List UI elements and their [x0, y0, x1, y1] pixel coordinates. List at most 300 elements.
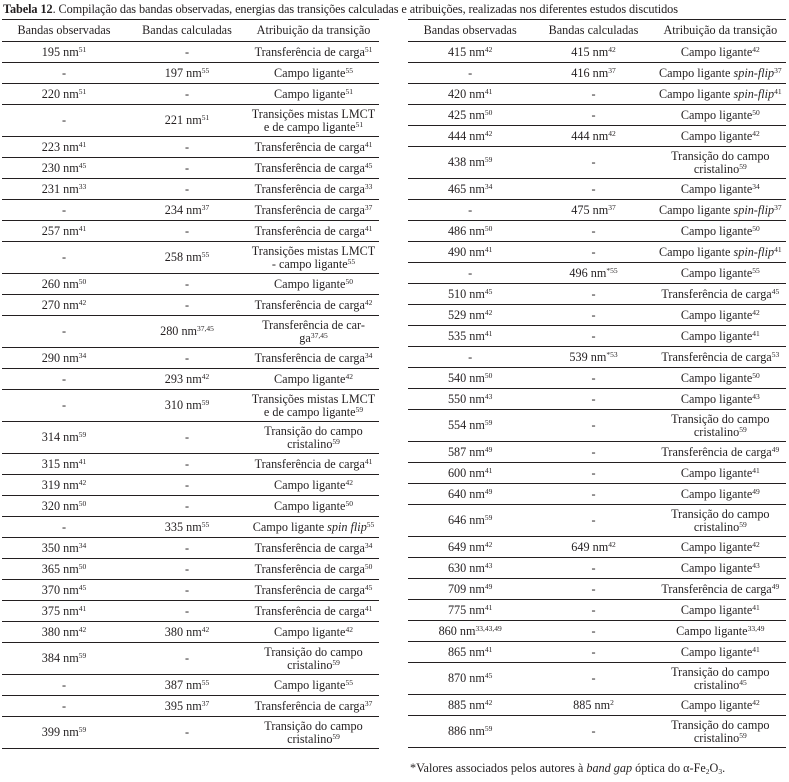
transition-assignment-reference: 37,45 [310, 330, 328, 340]
table-row [2, 496, 379, 517]
calculated-band-cell [532, 284, 654, 305]
transition-assignment-text: Transferência de carga [254, 297, 365, 312]
transition-assignment-text: Campo ligante [274, 498, 346, 513]
transition-assignment-text: Campo ligante [274, 86, 346, 101]
transition-assignment-cell [655, 242, 786, 263]
observed-band-value: - [468, 65, 473, 80]
calculated-band-cell [532, 410, 654, 442]
transition-assignment-cell [655, 642, 786, 663]
observed-band-cell [2, 63, 126, 84]
transition-assignment-text: Transferência de carga [661, 581, 772, 596]
calculated-band-value: - [184, 223, 190, 238]
header-calculated-bands: Bandas calculadas [126, 20, 248, 42]
observed-band-cell [408, 179, 532, 200]
calculated-band-value: - [591, 391, 596, 406]
transition-assignment-cell [248, 454, 379, 475]
table-row [2, 84, 379, 105]
observed-band-value: 444 nm [447, 128, 485, 143]
observed-band-reference: 59 [78, 651, 87, 660]
transition-assignment-italic: spin-flip [733, 202, 775, 217]
transition-assignment-reference: 45 [364, 582, 373, 592]
transition-assignment-reference: 41 [364, 139, 373, 149]
calculated-band-cell [532, 242, 654, 263]
observed-band-cell [2, 559, 126, 580]
observed-band-value: 587 nm [447, 444, 485, 459]
observed-band-cell [2, 717, 126, 749]
observed-band-value: 365 nm [41, 561, 79, 576]
calculated-band-cell [532, 537, 654, 558]
transition-assignment-cell [655, 147, 786, 179]
table-row [2, 42, 379, 63]
observed-band-reference: 50 [484, 107, 493, 117]
observed-band-value: 230 nm [41, 160, 79, 175]
calculated-band-cell [532, 126, 654, 147]
transition-assignment-text: Campo ligante [252, 519, 328, 534]
transition-assignment-text: Campo ligante [680, 128, 753, 143]
observed-band-value: 490 nm [447, 244, 485, 259]
transition-assignment-cell [248, 158, 379, 179]
footnote-italic: band gap [586, 761, 633, 775]
observed-band-cell [2, 348, 126, 369]
calculated-band-reference: 42 [201, 371, 210, 381]
table-row [408, 105, 786, 126]
calculated-band-value: - [184, 498, 190, 513]
transition-assignment-cell [655, 63, 786, 84]
table-row [2, 390, 379, 422]
observed-band-cell [408, 716, 532, 748]
footnote-subscript: 3 [718, 767, 723, 776]
observed-band-cell [408, 242, 532, 263]
table-row [408, 42, 786, 63]
transition-assignment-reference: 41 [774, 244, 782, 254]
transition-assignment-reference: 41 [752, 644, 760, 654]
transition-assignment-cell [655, 368, 786, 389]
calculated-band-reference: 51 [201, 113, 210, 122]
observed-band-reference: 41 [484, 644, 493, 654]
observed-band-value: - [61, 202, 67, 217]
calculated-band-cell [126, 137, 248, 158]
observed-band-value: 775 nm [447, 602, 485, 617]
transition-assignment-reference: 42 [752, 307, 760, 317]
calculated-band-cell [126, 295, 248, 316]
transition-assignment-reference: 42 [345, 477, 353, 487]
calculated-band-cell [126, 200, 248, 221]
observed-band-reference: 42 [484, 307, 493, 317]
calculated-band-value: 387 nm [164, 677, 202, 692]
observed-band-cell [2, 675, 126, 696]
header-observed-bands: Bandas observadas [408, 20, 532, 42]
transition-assignment-cell [248, 475, 379, 496]
observed-band-value: 425 nm [447, 107, 485, 122]
observed-band-reference: 41 [78, 603, 87, 613]
observed-band-reference: 49 [484, 444, 493, 454]
transition-assignment-cell [248, 601, 379, 622]
calculated-band-value: - [591, 244, 596, 259]
table-row [408, 558, 786, 579]
table-row [408, 179, 786, 200]
transition-assignment-reference: 51 [345, 86, 353, 96]
transition-assignment-text: Campo ligante [659, 202, 734, 217]
transition-assignment-reference: 55 [366, 519, 375, 529]
observed-band-cell [2, 622, 126, 643]
transition-assignment-text: Transferência de carga [254, 350, 365, 365]
observed-band-value: 510 nm [447, 286, 485, 301]
observed-band-reference: 41 [484, 328, 493, 338]
transition-assignment-reference: 59 [739, 161, 747, 171]
transition-assignment-cell [655, 84, 786, 105]
calculated-band-value: - [591, 181, 596, 196]
transition-assignment-text: Transferência de carga [661, 444, 772, 459]
calculated-band-value: - [184, 276, 190, 291]
observed-band-cell [2, 369, 126, 390]
transition-assignment-cell [655, 558, 786, 579]
transition-assignment-reference: 41 [364, 223, 373, 233]
calculated-band-value: 885 nm [573, 697, 611, 712]
transition-assignment-reference: 45 [364, 160, 373, 170]
observed-band-value: 885 nm [447, 697, 485, 712]
calculated-band-value: - [591, 286, 596, 301]
header-row [408, 20, 786, 42]
observed-band-value: 465 nm [447, 181, 485, 196]
transition-assignment-cell [248, 274, 379, 295]
observed-band-value: 420 nm [447, 86, 485, 101]
observed-band-value: - [61, 324, 67, 338]
calculated-band-value: 258 nm [164, 250, 202, 264]
transition-assignment-text: Campo ligante [680, 465, 753, 480]
observed-band-reference: 33,43,49 [475, 623, 502, 633]
calculated-band-cell [126, 42, 248, 63]
observed-band-reference: 41 [78, 456, 87, 466]
transition-assignment-reference: 42 [364, 297, 373, 307]
observed-band-cell [408, 200, 532, 221]
observed-band-value: 375 nm [41, 603, 79, 618]
calculated-band-value: 395 nm [164, 698, 202, 713]
table-row [2, 295, 379, 316]
observed-band-value: 554 nm [447, 418, 485, 432]
calculated-band-value: 280 nm [160, 324, 198, 338]
table-row [408, 389, 786, 410]
calculated-band-value: - [184, 86, 190, 101]
table-row [408, 305, 786, 326]
calculated-band-value: - [591, 107, 596, 122]
transition-assignment-cell [655, 284, 786, 305]
left-table [2, 19, 379, 749]
transition-assignment-cell [655, 484, 786, 505]
calculated-band-value: - [591, 328, 596, 343]
transition-assignment-reference: 49 [771, 444, 780, 454]
transition-assignment-text: Transferência de carga [254, 603, 365, 618]
calculated-band-reference: 37 [608, 65, 616, 75]
observed-band-value: 540 nm [447, 370, 485, 385]
table-row [408, 147, 786, 179]
transition-assignment-text: Campo ligante [274, 65, 346, 80]
observed-band-reference: 42 [78, 477, 87, 487]
transition-assignment-italic: spin-flip [733, 244, 775, 259]
table-row [2, 454, 379, 475]
transition-assignment-cell [248, 295, 379, 316]
observed-band-cell [408, 642, 532, 663]
calculated-band-cell [532, 663, 654, 695]
observed-band-reference: 50 [78, 276, 87, 286]
calculated-band-value: - [591, 724, 596, 738]
transition-assignment-reference: 33,49 [747, 623, 765, 633]
observed-band-cell [408, 505, 532, 537]
calculated-band-cell [126, 348, 248, 369]
observed-band-value: 231 nm [41, 181, 79, 196]
observed-band-cell [2, 137, 126, 158]
calculated-band-cell [126, 63, 248, 84]
calculated-band-value: - [591, 560, 596, 575]
calculated-band-cell [532, 389, 654, 410]
transition-assignment-reference: 41 [364, 456, 373, 466]
transition-assignment-reference: 33 [364, 181, 373, 191]
observed-band-value: 886 nm [447, 724, 485, 738]
transition-assignment-text: Campo ligante [274, 624, 346, 639]
table-row [2, 675, 379, 696]
calculated-band-value: - [184, 582, 190, 597]
table-row [408, 200, 786, 221]
transition-assignment-text: Campo ligante [274, 477, 346, 492]
observed-band-value: 380 nm [41, 624, 79, 639]
table-row [408, 621, 786, 642]
table-row [2, 538, 379, 559]
observed-band-cell [2, 454, 126, 475]
table-row [2, 158, 379, 179]
calculated-band-cell [532, 200, 654, 221]
transition-assignment-reference: 42 [345, 371, 353, 381]
header-transition-assignment: Atribuição da transição [248, 20, 379, 42]
observed-band-cell [408, 621, 532, 642]
calculated-band-cell [532, 442, 654, 463]
observed-band-reference: 34 [484, 181, 493, 191]
observed-band-value: 220 nm [41, 86, 79, 101]
transition-assignment-text: Campo ligante [680, 328, 753, 343]
observed-band-value: 270 nm [41, 297, 79, 312]
calculated-band-value: 197 nm [164, 65, 202, 80]
transition-assignment-cell [248, 84, 379, 105]
calculated-band-value: 234 nm [164, 202, 202, 217]
transition-assignment-reference: 42 [752, 128, 760, 138]
calculated-band-value: 310 nm [164, 398, 202, 412]
calculated-band-reference: 42 [608, 539, 616, 549]
transition-assignment-reference: 50 [752, 223, 760, 233]
observed-band-value: 438 nm [447, 155, 485, 169]
table-row [2, 696, 379, 717]
table-row [2, 137, 379, 158]
right-table [408, 19, 786, 748]
transition-assignment-text: Campo ligante [680, 602, 753, 617]
transition-assignment-reference: 41 [364, 603, 373, 613]
calculated-band-cell [126, 221, 248, 242]
observed-band-value: 195 nm [41, 44, 79, 59]
transition-assignment-reference: 43 [752, 560, 760, 570]
calculated-band-value: - [184, 160, 190, 175]
calculated-band-value: - [591, 602, 596, 617]
table-row [408, 347, 786, 368]
observed-band-cell [408, 368, 532, 389]
observed-band-reference: 59 [484, 418, 493, 427]
transition-assignment-cell [655, 347, 786, 368]
observed-band-cell [408, 410, 532, 442]
table-caption-label: Tabela 12 [3, 2, 53, 16]
calculated-band-cell [532, 105, 654, 126]
transition-assignment-reference: 59 [332, 657, 340, 667]
observed-band-reference: 45 [484, 671, 493, 680]
calculated-band-value: - [591, 307, 596, 322]
table-row [408, 600, 786, 621]
transition-assignment-text: Transferência de carga [254, 456, 365, 471]
calculated-band-cell [126, 717, 248, 749]
transition-assignment-italic: spin-flip [733, 86, 775, 101]
calculated-band-cell [532, 221, 654, 242]
observed-band-cell [2, 295, 126, 316]
transition-assignment-reference: 59 [739, 730, 747, 740]
table-row [408, 642, 786, 663]
transition-assignment-italic: spin-flip [733, 65, 775, 80]
calculated-band-value: 221 nm [164, 113, 202, 127]
transition-assignment-text: Transferência de carga [661, 349, 772, 364]
observed-band-cell [408, 484, 532, 505]
transition-assignment-cell [248, 200, 379, 221]
transition-assignment-reference: 50 [364, 561, 373, 571]
transition-assignment-text: Transferência de carga [254, 561, 365, 576]
transition-assignment-cell [655, 42, 786, 63]
calculated-band-reference: 55 [201, 519, 210, 529]
observed-band-value: 415 nm [447, 44, 485, 59]
transition-assignment-reference: 45 [739, 677, 747, 687]
calculated-band-cell [126, 622, 248, 643]
observed-band-cell [2, 538, 126, 559]
transition-assignment-cell [655, 126, 786, 147]
calculated-band-cell [126, 643, 248, 675]
table-row [2, 517, 379, 538]
transition-assignment-text: Transição do campo cristalino [671, 664, 770, 692]
table-row [408, 284, 786, 305]
transition-assignment-text: Transferência de carga [254, 582, 365, 597]
table-footnote [410, 761, 725, 776]
transition-assignment-cell [248, 348, 379, 369]
table-row [2, 622, 379, 643]
observed-band-cell [408, 63, 532, 84]
calculated-band-value: 293 nm [164, 371, 202, 386]
transition-assignment-reference: 41 [752, 328, 760, 338]
transition-assignment-text: Transferência de carga [254, 44, 365, 59]
observed-band-value: 399 nm [41, 725, 79, 739]
table-row [408, 368, 786, 389]
observed-band-value: 290 nm [41, 350, 79, 365]
observed-band-cell [2, 42, 126, 63]
observed-band-reference: 43 [484, 560, 493, 570]
observed-band-value: 630 nm [447, 560, 485, 575]
calculated-band-cell [532, 63, 654, 84]
observed-band-cell [408, 284, 532, 305]
transition-assignment-cell [655, 716, 786, 748]
observed-band-cell [408, 105, 532, 126]
calculated-band-value: - [591, 223, 596, 238]
calculated-band-reference: 55 [201, 65, 210, 75]
transition-assignment-cell [655, 600, 786, 621]
calculated-band-reference: 2 [610, 697, 614, 707]
observed-band-value: 223 nm [41, 139, 79, 154]
observed-band-reference: 43 [484, 391, 493, 401]
observed-band-reference: 59 [484, 724, 493, 733]
calculated-band-cell [532, 326, 654, 347]
calculated-band-cell [126, 369, 248, 390]
transition-assignment-text: Campo ligante [680, 560, 753, 575]
calculated-band-cell [126, 601, 248, 622]
table-row [2, 601, 379, 622]
calculated-band-cell [532, 621, 654, 642]
observed-band-cell [2, 274, 126, 295]
observed-band-value: 860 nm [438, 623, 476, 638]
calculated-band-value: 416 nm [571, 65, 609, 80]
calculated-band-value: - [184, 725, 190, 739]
calculated-band-value: - [184, 561, 190, 576]
calculated-band-value: - [591, 86, 596, 101]
observed-band-reference: 42 [78, 297, 87, 307]
transition-assignment-reference: 53 [771, 349, 780, 359]
transition-assignment-cell [248, 675, 379, 696]
transition-assignment-text: Campo ligante [680, 697, 753, 712]
table-row [2, 348, 379, 369]
observed-band-cell [408, 463, 532, 484]
header-calculated-bands: Bandas calculadas [532, 20, 654, 42]
transition-assignment-cell [655, 200, 786, 221]
observed-band-value: - [468, 265, 473, 280]
table-row [2, 274, 379, 295]
observed-band-reference: 33 [78, 181, 87, 191]
transition-assignment-text: Transferência de carga [254, 139, 365, 154]
calculated-band-value: - [591, 444, 596, 459]
calculated-band-value: - [184, 603, 190, 618]
table-row [2, 200, 379, 221]
calculated-band-value: 539 nm [569, 349, 607, 364]
transition-assignment-cell [248, 369, 379, 390]
observed-band-value: - [61, 698, 67, 713]
table-row [2, 580, 379, 601]
calculated-band-cell [532, 600, 654, 621]
transition-assignment-reference: 59 [355, 404, 364, 414]
observed-band-cell [2, 221, 126, 242]
table-caption [3, 2, 678, 17]
calculated-band-value: 380 nm [164, 624, 202, 639]
footnote-text: óptica do α-Fe [632, 761, 706, 775]
observed-band-value: 370 nm [41, 582, 79, 597]
transition-assignment-reference: 41 [774, 86, 782, 96]
observed-band-cell [408, 326, 532, 347]
observed-band-cell [2, 200, 126, 221]
header-row [2, 20, 379, 42]
footnote-text: . [722, 761, 726, 775]
transition-assignment-text: Transferência de carga [661, 286, 772, 301]
observed-band-cell [408, 389, 532, 410]
right-table-body [408, 42, 786, 748]
calculated-band-value: - [591, 623, 596, 638]
calculated-band-reference: 42 [201, 624, 210, 634]
observed-band-reference: 41 [484, 602, 493, 612]
observed-band-value: 319 nm [41, 477, 79, 492]
table-row [408, 505, 786, 537]
table-caption-text: . Compilação das bandas observadas, energias das transições calculadas e atribuições, realizadas nos diferentes estudos discutidos [52, 2, 678, 16]
transition-assignment-reference: 41 [752, 602, 760, 612]
transition-assignment-cell [248, 242, 379, 274]
transition-assignment-text: Campo ligante [680, 44, 753, 59]
transition-assignment-text: Campo ligante [680, 223, 753, 238]
observed-band-cell [408, 263, 532, 284]
observed-band-reference: 51 [78, 86, 87, 96]
calculated-band-cell [532, 179, 654, 200]
calculated-band-cell [532, 84, 654, 105]
